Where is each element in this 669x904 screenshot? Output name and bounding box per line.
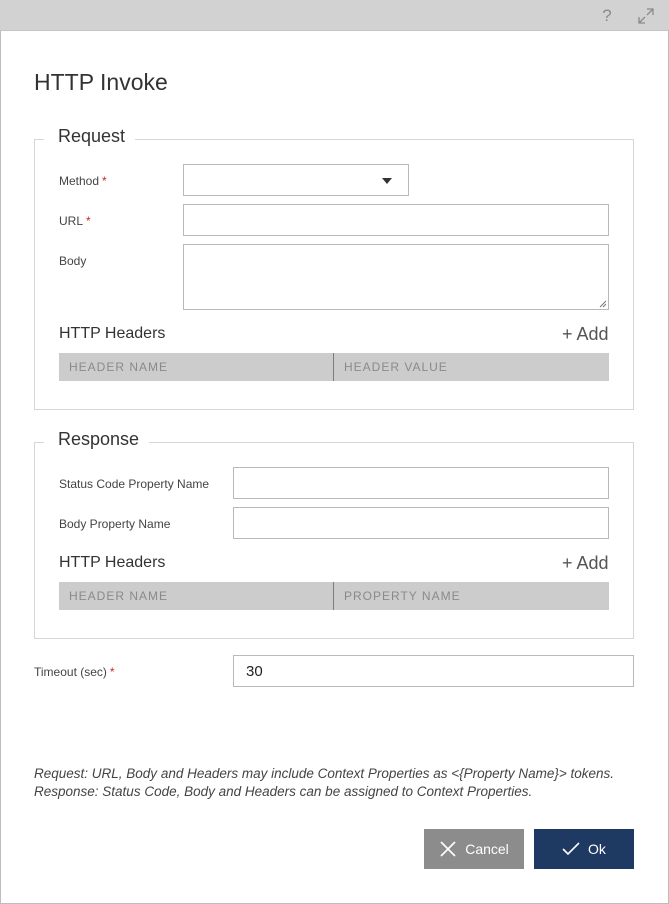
window-titlebar	[0, 0, 669, 31]
status-code-input[interactable]	[233, 467, 609, 499]
ok-button-label: Ok	[588, 841, 606, 857]
required-marker: *	[109, 665, 115, 679]
cancel-button-label: Cancel	[465, 841, 509, 857]
dialog-title: HTTP Invoke	[34, 69, 168, 95]
expand-icon[interactable]	[637, 7, 655, 25]
timeout-label-text: Timeout (sec)	[34, 665, 107, 679]
timeout-label	[34, 665, 115, 679]
url-input[interactable]	[183, 204, 609, 236]
response-headers-title: HTTP Headers	[59, 554, 166, 571]
help-icon[interactable]: ?	[602, 6, 612, 25]
add-response-header-button[interactable]: + Add	[562, 553, 609, 573]
help-note-response: Response: Status Code, Body and Headers can be assigned to Context Properties.	[34, 784, 533, 799]
request-headers-title: HTTP Headers	[59, 325, 166, 342]
cancel-button[interactable]	[424, 829, 524, 869]
column-header-name: HEADER NAME	[59, 353, 334, 381]
body-property-input[interactable]	[233, 507, 609, 539]
response-headers-table	[59, 582, 609, 610]
method-label-text: Method	[59, 174, 100, 188]
checkmark-icon	[562, 842, 580, 856]
chevron-down-icon	[382, 178, 392, 184]
required-marker: *	[102, 174, 107, 188]
method-select[interactable]	[183, 164, 409, 196]
method-label	[59, 174, 107, 188]
close-icon	[439, 840, 457, 858]
help-note	[34, 765, 614, 801]
timeout-input[interactable]	[233, 655, 634, 687]
add-request-header-button[interactable]: + Add	[562, 324, 609, 344]
request-legend: Request	[44, 126, 135, 147]
url-label	[59, 214, 91, 228]
body-textarea[interactable]	[183, 244, 609, 310]
response-legend: Response	[44, 429, 149, 450]
status-code-label: Status Code Property Name	[59, 477, 210, 491]
request-headers-table	[59, 353, 609, 381]
help-note-request: Request: URL, Body and Headers may include Context Properties as <{Property Name}> tokens.	[34, 766, 615, 781]
column-property-name: PROPERTY NAME	[344, 589, 461, 603]
column-header-name: HEADER NAME	[59, 582, 334, 610]
url-label-text: URL	[59, 214, 84, 228]
ok-button[interactable]	[534, 829, 634, 869]
required-marker: *	[86, 214, 91, 228]
resize-handle-icon[interactable]	[597, 298, 607, 308]
body-property-label: Body Property Name	[59, 517, 171, 531]
body-label: Body	[59, 254, 87, 268]
column-header-value: HEADER VALUE	[344, 360, 448, 374]
